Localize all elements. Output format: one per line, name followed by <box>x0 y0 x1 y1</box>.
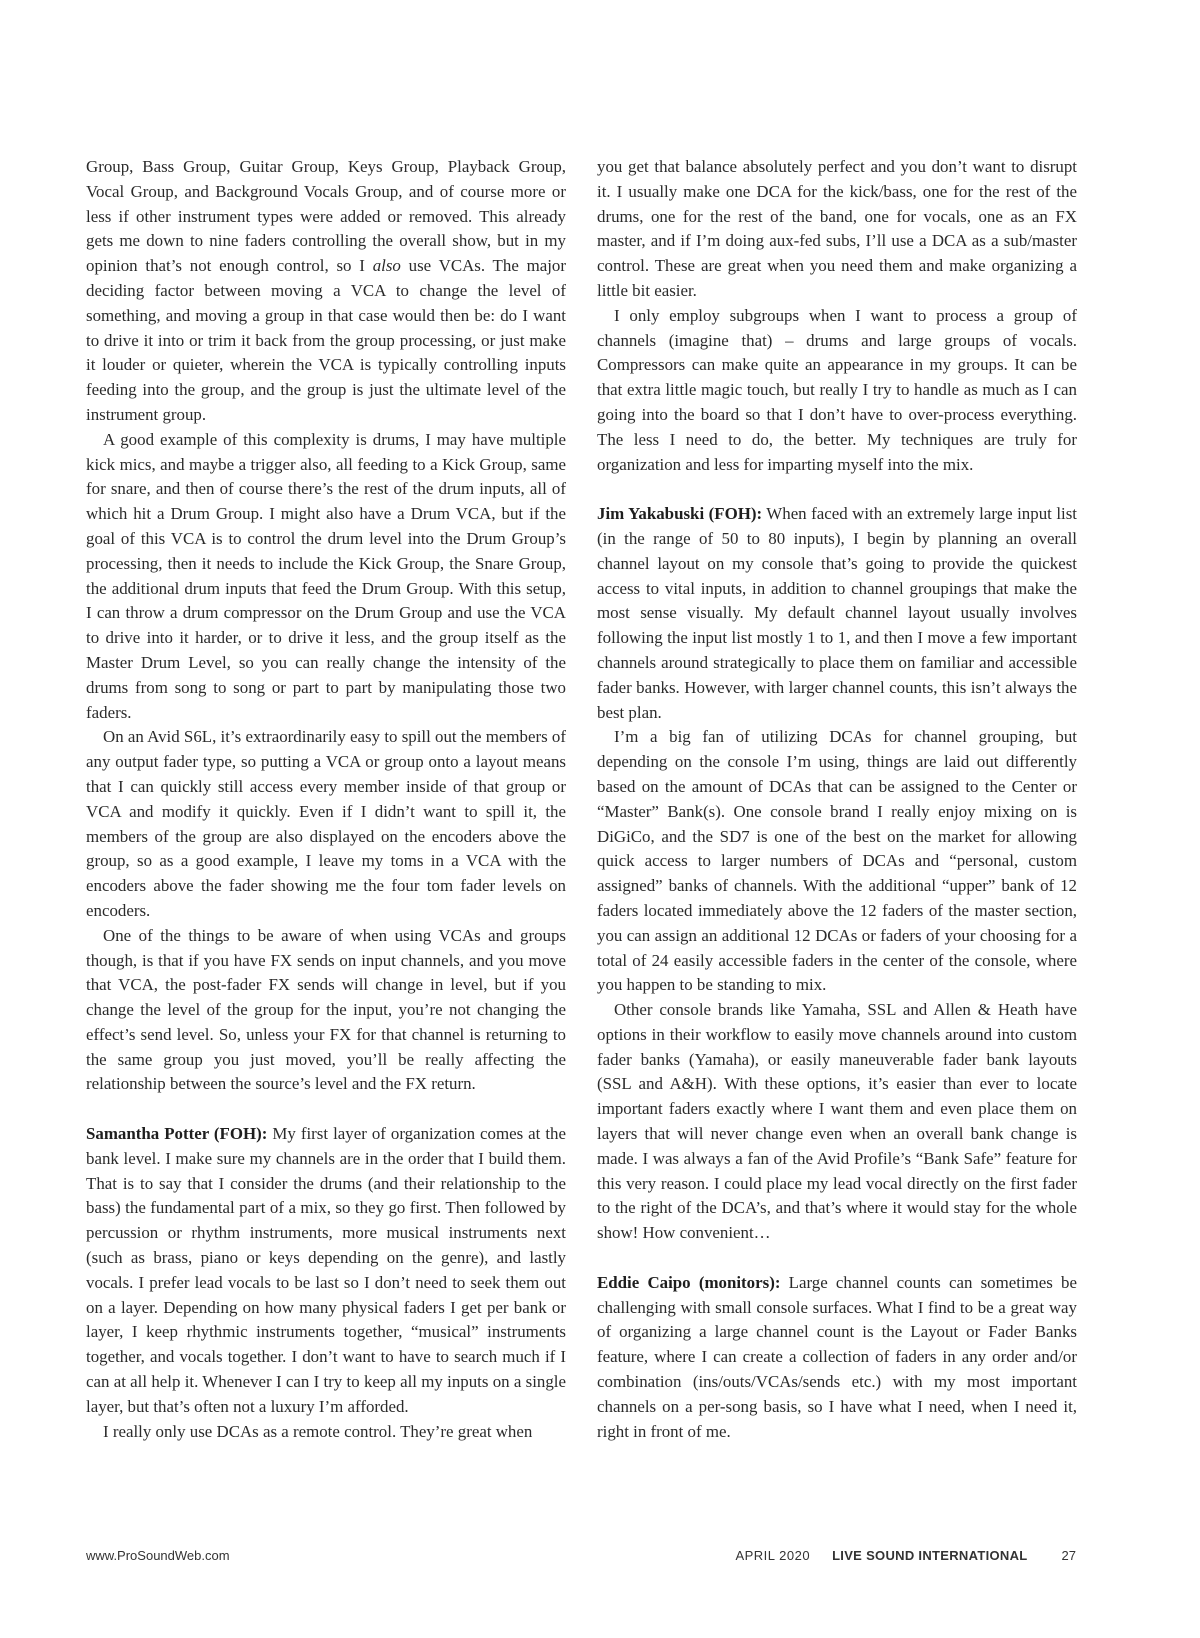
speaker-name: Eddie Caipo (monitors): <box>597 1272 781 1292</box>
answer-samantha-potter <box>86 1122 566 1420</box>
issue-date: APRIL 2020 <box>735 1548 811 1563</box>
magazine-name: LIVE SOUND INTERNATIONAL <box>832 1548 1028 1563</box>
paragraph: One of the things to be aware of when using VCAs and groups though, is that if you have FX sends on input channels, and you move that VCA, the post-fader FX sends will change in level, but if you change the level of the group for the input, you’re not changing the effect’s send level. So, unless your FX for that channel is returning to the same group you just moved, you’ll be really affecting the relationship between the source’s level and the FX return. <box>86 925 566 1094</box>
paragraph: I’m a big fan of utilizing DCAs for channel grouping, but depending on the console I’m using, things are laid out differently based on the amount of DCAs that can be assigned to the Center or “Master” Bank(s). One console brand I really enjoy mixing on is DiGiCo, and the SD7 is one of the best on the market for allowing quick access to larger numbers of DCAs and “personal, custom assigned” banks of channels. With the additional “upper” bank of 12 faders located immediately above the 12 faders of the master section, you can assign an additional 12 DCAs or faders of your choosing for a total of 24 easily accessible faders in the center of the console, where you happen to be standing to mix. <box>597 727 1077 995</box>
paragraph-text: Group, Bass Group, Guitar Group, Keys Group, Playback Group, Vocal Group, and Background Vocals Group, and of course more or less if other instrument types were added or removed. This already gets me down to nine faders controlling the overall show, but in my opinion that’s not enough control, so I <box>86 157 566 276</box>
paragraph: I only employ subgroups when I want to process a group of channels (imagine that) – drums and large groups of vocals. Compressors can make quite an appearance in my groups. It can be that extra little magic touch, but really I try to handle as much as I can going into the board so that I don’t have to over-process everything. The less I need to do, the better. My techniques are truly for organization and less for imparting myself into the mix. <box>597 305 1077 474</box>
right-column <box>597 155 1077 1444</box>
emphasis-text: also <box>372 256 401 276</box>
website-url[interactable]: www.ProSoundWeb.com <box>86 1548 230 1563</box>
left-column <box>86 155 566 1444</box>
paragraph: I really only use DCAs as a remote control. They’re great when <box>103 1421 533 1441</box>
answer-eddie-caipo <box>597 1271 1077 1445</box>
answer-jim-yakabuski <box>597 502 1077 725</box>
paragraph: On an Avid S6L, it’s extraordinarily easy to spill out the members of any output fader type, so putting a VCA or group onto a layout means that I can quickly still access every member inside of that group or VCA and modify it quickly. Even if I didn’t want to spill it, the members of the group are also displayed on the encoders above the group, so as a good example, I leave my toms in a VCA with the encoders above the fader showing me the four tom fader levels on encoders. <box>86 727 566 920</box>
answer-text: My first layer of organization comes at the bank level. I make sure my channels are in the order that I build them. That is to say that I consider the drums (and their relationship to the bass) the fundamental part of a mix, so they go first. Then followed by percussion or rhythm instruments, more musical instruments next (such as brass, piano or keys depending on the genre), and lastly vocals. I prefer lead vocals to be last so I don’t need to seek them out on a layer. Depending on how many physical faders I get per bank or layer, I keep rhythmic instruments together, “musical” instruments together, and vocals together. I don’t want to have to search much if I can at all help it. Whenever I can I try to keep all my inputs on a single layer, but that’s often not a luxury I’m afforded. <box>86 1124 566 1416</box>
speaker-name: Jim Yakabuski (FOH): <box>597 504 763 524</box>
speaker-name: Samantha Potter (FOH): <box>86 1124 268 1144</box>
footer-right <box>735 1548 1076 1563</box>
page-number: 27 <box>1061 1548 1076 1563</box>
answer-text: When faced with an extremely large input list (in the range of 50 to 80 inputs), I begin by planning an overall channel layout on my console that’s going to provide the quickest access to vital inputs, in addition to channel groupings that make the most sense visually. My default channel layout usually involves following the input list mostly 1 to 1, and then I move a few important channels around strategically to place them on familiar and accessible fader banks. However, with larger channel counts, this isn’t always the best plan. <box>597 504 1077 722</box>
answer-text: Large channel counts can sometimes be challenging with small console surfaces. What I find to be a great way of organizing a large channel count is the Layout or Fader Banks feature, where I can create a collection of faders in any order and/or combination (ins/outs/VCAs/sends etc.) with my most important channels on a per-song basis, so I have what I need, when I need it, right in front of me. <box>597 1272 1077 1441</box>
paragraph <box>86 155 566 428</box>
paragraph: A good example of this complexity is drums, I may have multiple kick mics, and maybe a trigger also, all feeding to a Kick Group, same for snare, and then of course there’s the rest of the drum inputs, all of which hit a Drum Group. I might also have a Drum VCA, but if the goal of this VCA is to control the drum level into the Drum Group’s processing, then it needs to include the Kick Group, the Snare Group, the additional drum inputs that feed the Drum Group. With this setup, I can throw a drum compressor on the Drum Group and use the VCA to drive into it harder, or to drive it less, and the group itself as the Master Drum Level, so you can really change the intensity of the drums from song to song or part to part by manipulating those two faders. <box>86 429 566 722</box>
paragraph: Other console brands like Yamaha, SSL and Allen & Heath have options in their workflow to easily move channels around into custom fader banks (Yamaha), or easily maneuverable fader bank layouts (SSL and A&H). With these options, it’s easier than ever to locate important faders exactly where I want them and even place them on layers that will never change even when an overall bank change is made. I was always a fan of the Avid Profile’s “Bank Safe” feature for this very reason. I could place my lead vocal directly on the first fader to the right of the DCA’s, and that’s where it would stay for the whole show! How convenient… <box>597 1000 1077 1243</box>
paragraph-text: use VCAs. The major deciding factor between moving a VCA to change the level of something, and moving a group in that case would then be: do I want to drive it into or trim it back from the group processing, or just make it louder or quieter, wherein the VCA is typically controlling inputs feeding into the group, and the group is just the ultimate level of the instrument group. <box>86 256 566 424</box>
paragraph: you get that balance absolutely perfect and you don’t want to disrupt it. I usually make one DCA for the kick/bass, one for the rest of the drums, one for the rest of the band, one for vocals, one as an FX master, and if I’m doing aux-fed subs, I’ll use a DCA as a sub/master control. These are great when you need them and make organizing a little bit easier. <box>597 157 1077 300</box>
